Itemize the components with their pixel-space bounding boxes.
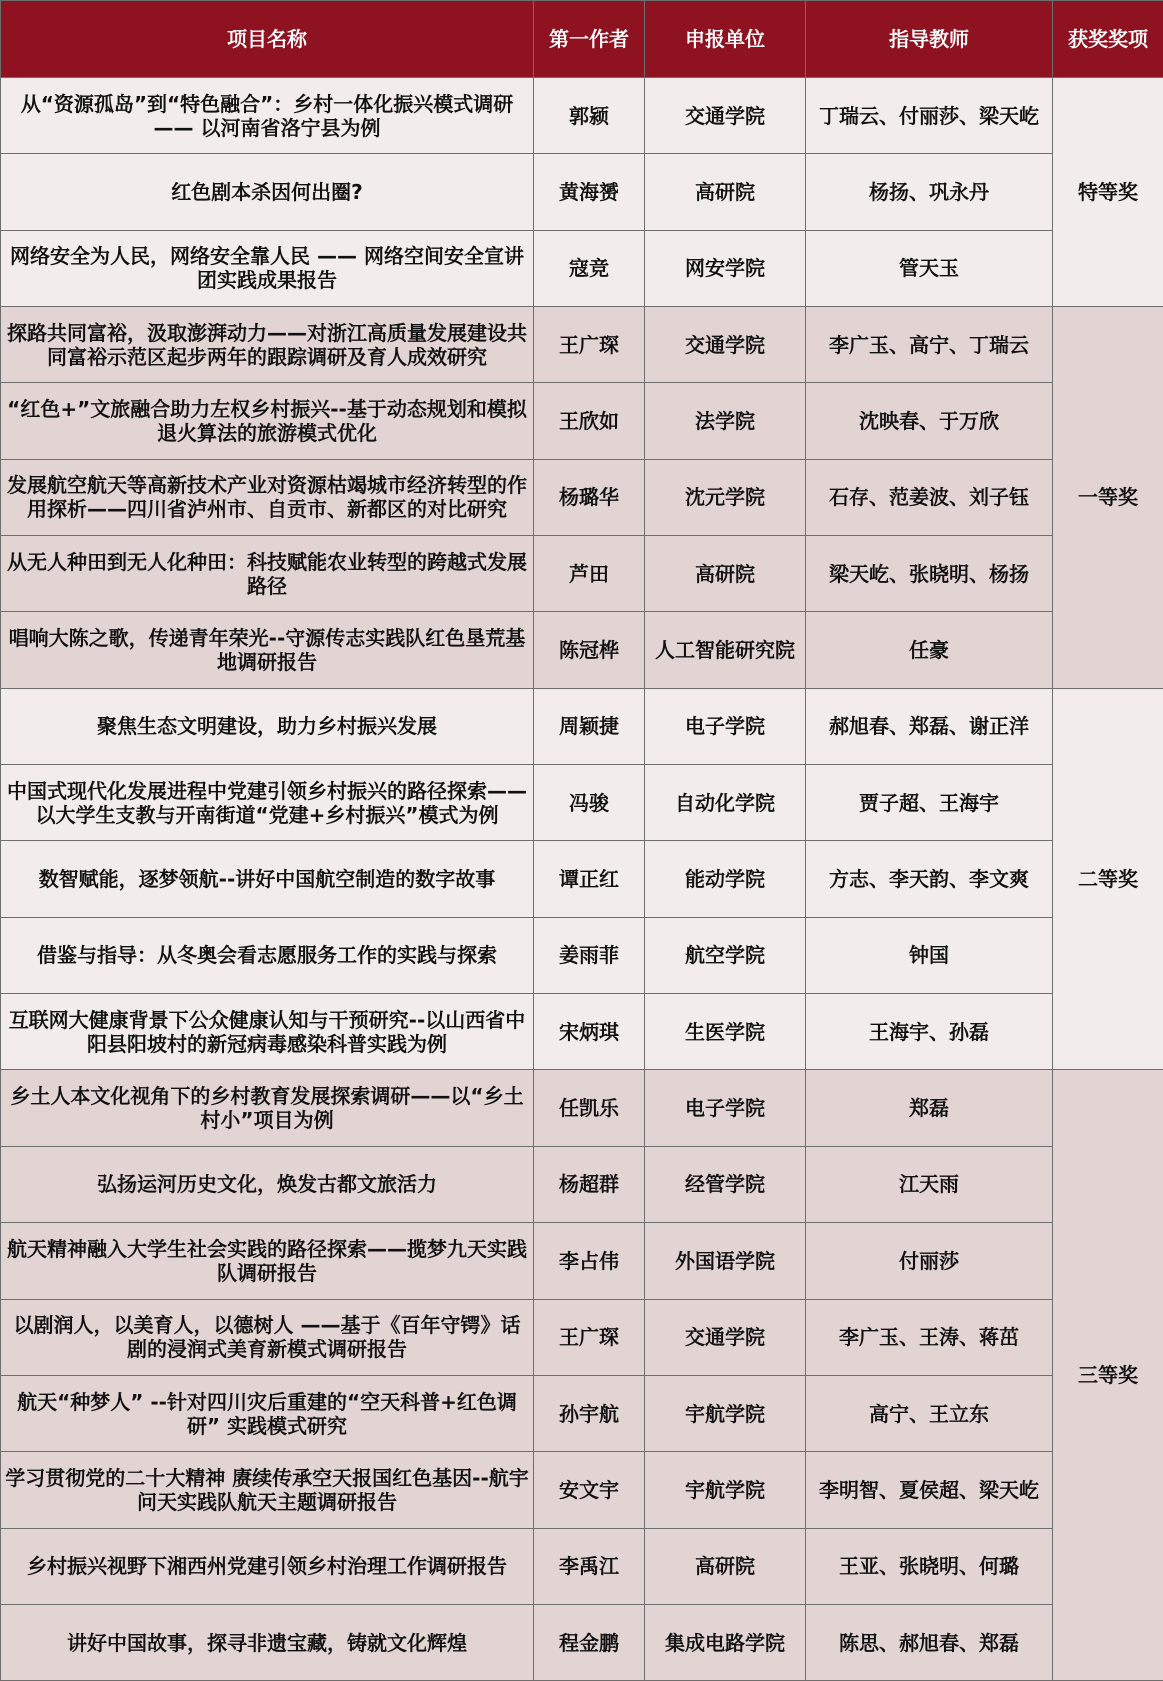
table-row <box>1 383 1163 459</box>
unit-cell: 自动化学院 <box>645 765 806 841</box>
first-author-cell: 李禹江 <box>534 1528 645 1604</box>
project-name-cell: 中国式现代化发展进程中党建引领乡村振兴的路径探索——以大学生支教与开南街道“党建+乡村振兴”模式为例 <box>1 765 534 841</box>
advisors-cell: 沈映春、于万欣 <box>806 383 1053 459</box>
table-row <box>1 536 1163 612</box>
first-author-cell: 程金鹏 <box>534 1604 645 1680</box>
table-row <box>1 459 1163 535</box>
advisors-cell: 李明智、夏侯超、梁天屹 <box>806 1452 1053 1528</box>
first-author-cell: 杨超群 <box>534 1146 645 1222</box>
table-row <box>1 1528 1163 1604</box>
project-name-cell: 从无人种田到无人化种田：科技赋能农业转型的跨越式发展路径 <box>1 536 534 612</box>
unit-cell: 航空学院 <box>645 917 806 993</box>
unit-cell: 沈元学院 <box>645 459 806 535</box>
first-author-cell: 郭颍 <box>534 78 645 154</box>
first-author-cell: 宋炳琪 <box>534 994 645 1070</box>
first-author-cell: 王欣如 <box>534 383 645 459</box>
first-author-cell: 芦田 <box>534 536 645 612</box>
award-cell: 二等奖 <box>1053 688 1163 1070</box>
unit-cell: 交通学院 <box>645 1299 806 1375</box>
unit-cell: 能动学院 <box>645 841 806 917</box>
table-row <box>1 612 1163 688</box>
first-author-cell: 冯骏 <box>534 765 645 841</box>
unit-cell: 宇航学院 <box>645 1375 806 1451</box>
advisors-cell: 郝旭春、郑磊、谢正洋 <box>806 688 1053 764</box>
unit-cell: 高研院 <box>645 536 806 612</box>
table-row <box>1 1146 1163 1222</box>
unit-cell: 人工智能研究院 <box>645 612 806 688</box>
column-header-first-author: 第一作者 <box>534 1 645 78</box>
project-name-cell: 航天“种梦人” --针对四川灾后重建的“空天科普+红色调研” 实践模式研究 <box>1 1375 534 1451</box>
project-name-cell: 借鉴与指导：从冬奥会看志愿服务工作的实践与探索 <box>1 917 534 993</box>
table-row <box>1 917 1163 993</box>
table-row <box>1 688 1163 764</box>
table-row <box>1 1223 1163 1299</box>
unit-cell: 生医学院 <box>645 994 806 1070</box>
project-name-cell: 以剧润人，以美育人，以德树人 ——基于《百年守锷》话剧的浸润式美育新模式调研报告 <box>1 1299 534 1375</box>
unit-cell: 交通学院 <box>645 307 806 383</box>
advisors-cell: 高宁、王立东 <box>806 1375 1053 1451</box>
project-name-cell: 讲好中国故事，探寻非遗宝藏，铸就文化辉煌 <box>1 1604 534 1680</box>
first-author-cell: 周颖捷 <box>534 688 645 764</box>
table-row <box>1 765 1163 841</box>
advisors-cell: 任豪 <box>806 612 1053 688</box>
project-name-cell: “红色+”文旅融合助力左权乡村振兴--基于动态规划和模拟退火算法的旅游模式优化 <box>1 383 534 459</box>
unit-cell: 宇航学院 <box>645 1452 806 1528</box>
project-name-cell: 数智赋能，逐梦领航--讲好中国航空制造的数字故事 <box>1 841 534 917</box>
first-author-cell: 陈冠桦 <box>534 612 645 688</box>
advisors-cell: 陈思、郝旭春、郑磊 <box>806 1604 1053 1680</box>
table-row <box>1 841 1163 917</box>
award-cell: 三等奖 <box>1053 1070 1163 1681</box>
unit-cell: 电子学院 <box>645 688 806 764</box>
unit-cell: 高研院 <box>645 154 806 230</box>
unit-cell: 交通学院 <box>645 78 806 154</box>
table-row <box>1 154 1163 230</box>
table-row <box>1 78 1163 154</box>
project-name-cell: 互联网大健康背景下公众健康认知与干预研究--以山西省中阳县阳坡村的新冠病毒感染科普实践为例 <box>1 994 534 1070</box>
table-row <box>1 1452 1163 1528</box>
first-author-cell: 李占伟 <box>534 1223 645 1299</box>
project-name-cell: 发展航空航天等高新技术产业对资源枯竭城市经济转型的作用探析——四川省泸州市、自贡市、新都区的对比研究 <box>1 459 534 535</box>
first-author-cell: 黄海赟 <box>534 154 645 230</box>
column-header-advisors: 指导教师 <box>806 1 1053 78</box>
first-author-cell: 任凯乐 <box>534 1070 645 1146</box>
advisors-cell: 杨扬、巩永丹 <box>806 154 1053 230</box>
first-author-cell: 寇竞 <box>534 230 645 306</box>
advisors-cell: 郑磊 <box>806 1070 1053 1146</box>
advisors-cell: 李广玉、高宁、丁瑞云 <box>806 307 1053 383</box>
table-row <box>1 1375 1163 1451</box>
table-row <box>1 1299 1163 1375</box>
column-header-award: 获奖奖项 <box>1053 1 1163 78</box>
first-author-cell: 孙宇航 <box>534 1375 645 1451</box>
first-author-cell: 王广琛 <box>534 307 645 383</box>
project-name-cell: 乡土人本文化视角下的乡村教育发展探索调研——以“乡土村小”项目为例 <box>1 1070 534 1146</box>
table-row <box>1 307 1163 383</box>
unit-cell: 高研院 <box>645 1528 806 1604</box>
advisors-cell: 方志、李天韵、李文爽 <box>806 841 1053 917</box>
advisors-cell: 石存、范姜波、刘子钰 <box>806 459 1053 535</box>
advisors-cell: 王亚、张晓明、何璐 <box>806 1528 1053 1604</box>
advisors-cell: 付丽莎 <box>806 1223 1053 1299</box>
advisors-cell: 江天雨 <box>806 1146 1053 1222</box>
advisors-cell: 钟国 <box>806 917 1053 993</box>
advisors-cell: 李广玉、王涛、蒋茁 <box>806 1299 1053 1375</box>
unit-cell: 经管学院 <box>645 1146 806 1222</box>
advisors-cell: 贾子超、王海宇 <box>806 765 1053 841</box>
advisors-cell: 王海宇、孙磊 <box>806 994 1053 1070</box>
project-name-cell: 唱响大陈之歌，传递青年荣光--守源传志实践队红色垦荒基地调研报告 <box>1 612 534 688</box>
unit-cell: 集成电路学院 <box>645 1604 806 1680</box>
project-name-cell: 网络安全为人民，网络安全靠人民 —— 网络空间安全宣讲团实践成果报告 <box>1 230 534 306</box>
project-name-cell: 探路共同富裕，汲取澎湃动力——对浙江高质量发展建设共同富裕示范区起步两年的跟踪调研及育人成效研究 <box>1 307 534 383</box>
project-name-cell: 从“资源孤岛”到“特色融合”：乡村一体化振兴模式调研—— 以河南省洛宁县为例 <box>1 78 534 154</box>
table-row <box>1 1604 1163 1680</box>
project-name-cell: 红色剧本杀因何出圈? <box>1 154 534 230</box>
award-cell: 特等奖 <box>1053 78 1163 307</box>
column-header-unit: 申报单位 <box>645 1 806 78</box>
unit-cell: 法学院 <box>645 383 806 459</box>
unit-cell: 外国语学院 <box>645 1223 806 1299</box>
advisors-cell: 梁天屹、张晓明、杨扬 <box>806 536 1053 612</box>
project-name-cell: 学习贯彻党的二十大精神 赓续传承空天报国红色基因--航宇问天实践队航天主题调研报告 <box>1 1452 534 1528</box>
first-author-cell: 杨璐华 <box>534 459 645 535</box>
first-author-cell: 谭正红 <box>534 841 645 917</box>
column-header-project-name: 项目名称 <box>1 1 534 78</box>
first-author-cell: 安文宇 <box>534 1452 645 1528</box>
unit-cell: 电子学院 <box>645 1070 806 1146</box>
table-row <box>1 230 1163 306</box>
advisors-cell: 丁瑞云、付丽莎、梁天屹 <box>806 78 1053 154</box>
project-name-cell: 聚焦生态文明建设，助力乡村振兴发展 <box>1 688 534 764</box>
project-name-cell: 弘扬运河历史文化，焕发古都文旅活力 <box>1 1146 534 1222</box>
header-row <box>1 1 1163 78</box>
unit-cell: 网安学院 <box>645 230 806 306</box>
first-author-cell: 王广琛 <box>534 1299 645 1375</box>
award-cell: 一等奖 <box>1053 307 1163 689</box>
table-row <box>1 994 1163 1070</box>
project-name-cell: 乡村振兴视野下湘西州党建引领乡村治理工作调研报告 <box>1 1528 534 1604</box>
project-name-cell: 航天精神融入大学生社会实践的路径探索——揽梦九天实践队调研报告 <box>1 1223 534 1299</box>
first-author-cell: 姜雨菲 <box>534 917 645 993</box>
advisors-cell: 管天玉 <box>806 230 1053 306</box>
table-row <box>1 1070 1163 1146</box>
